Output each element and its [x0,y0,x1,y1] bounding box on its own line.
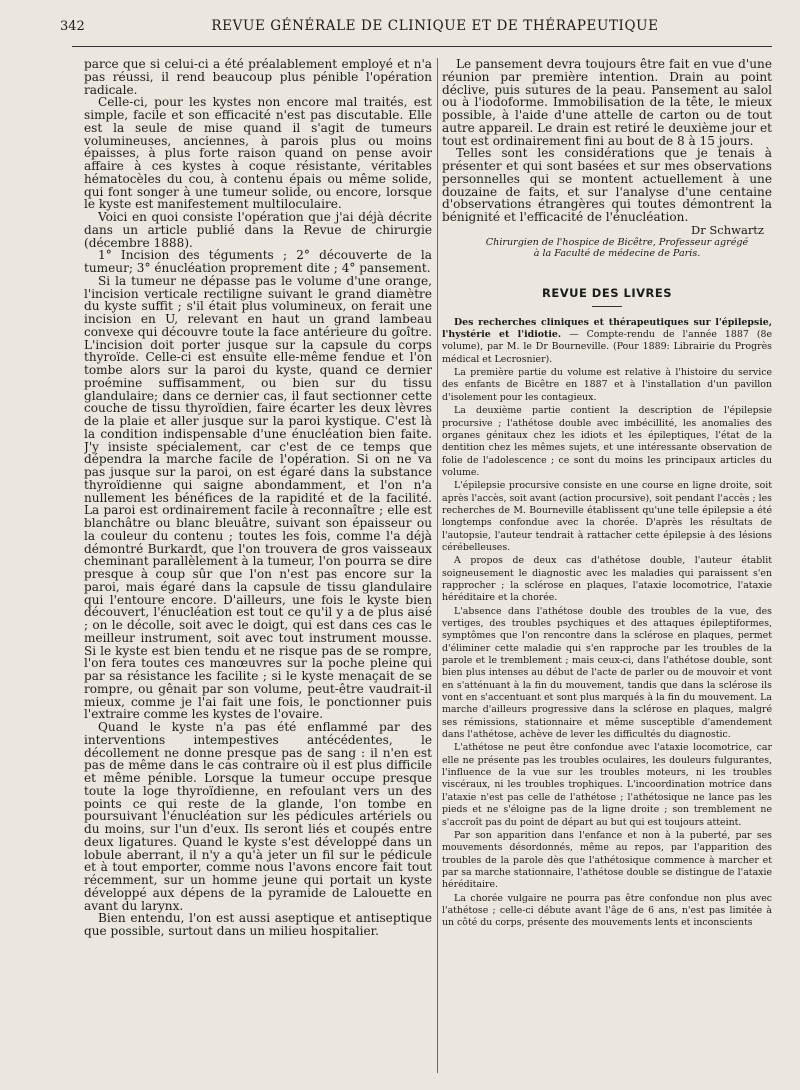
author-signature: Dr Schwartz [691,222,764,237]
section-rule [592,306,622,307]
review-paragraph: La chorée vulgaire ne pourra pas être confondue non plus avec l'athétose ; celle-ci débute avant l'âge de 6 ans, n'est pas limitée à un côté du corps, présente des mouvements lents et inconscients [442,892,772,929]
paragraph: 1° Incision des téguments ; 2° découverte de la tumeur; 3° énucléation proprement dite ; 4° pansement. [84,248,432,275]
review-paragraph: L'absence dans l'athétose double des troubles de la vue, des vertiges, des troubles psychiques et des attaques épileptiformes, symptômes que l'on rencontre dans la sclérose en plaques, permet d'éliminer cette maladie qui s'en rapproche par les troubles de la parole et le tremblement ; mais ceux-ci, dans l'athétose double, sont bien plus intenses au début de l'acte de parler ou de mouvoir et vont en s'atténuant à la fin du mouvement, tandis que dans la sclérose ils vont en s'accentuant et sont plus marqués à la fin du mouvement. La marche d'ailleurs progressive dans la sclérose en plaques, malgré ses rémissions, stationnaire et même susceptible d'amendement dans l'athétose, achève de lever les difficultés du diagnostic. [442,605,772,741]
review-title: Des recherches cliniques et thérapeutiques sur l'épilepsie, l'hystérie et l'idiotie. [442,316,772,341]
affiliation-line: Chirurgien de l'hospice de Bicêtre, Professeur agrégé [485,236,749,248]
paragraph: Voici en quoi consiste l'opération que j'ai déjà décrite dans un article publié dans la Revue de chirurgie (décembre 1888). [84,210,432,250]
paragraph: Bien entendu, l'on est aussi aseptique et antiseptique que possible, surtout dans un milieu hospitalier. [84,911,432,938]
paragraph: Si la tumeur ne dépasse pas le volume d'une orange, l'incision verticale rectiligne suivant le grand diamètre du kyste suffit ; s'il était plus volumineux, on ferait une incision en U, relevant en haut un grand lambeau convexe qui découvre toute la face antérieure du goître. L'incision doit porter jusque sur la capsule du corps thyroïde. Celle-ci est ensuite elle-même fendue et l'on tombe alors sur la paroi du kyste, quand ce dernier proémine suffisamment, ou bien sur du tissu glandulaire; dans ce dernier cas, il faut sectionner cette couche de tissu thyroïdien, faire écarter les deux lèvres de la plaie et aller jusque sur la paroi kystique. C'est là la condition indispensable d'une énucléation bien faite. J'y insiste spécialement, car c'est de ce temps que dépendra la marche facile de l'opération. Si on ne va pas jusque sur la paroi, on est égaré dans la substance thyroïdienne qui saigne abondamment, et l'on n'a nullement les bénéfices de la rapidité et de la facilité. La paroi est ordinairement facile à reconnaître ; elle est blanchâtre ou blanc bleuâtre, suivant son épaisseur ou la couleur du contenu ; toutes les fois, comme l'a déjà démontré Burkardt, que l'on trouvera de gros vaisseaux cheminant parallèlement à la tumeur, l'on pourra se dire presque à coup sûr que l'on n'est pas encore sur la paroi, mais égaré dans la capsule de tissu glandulaire qui l'entoure encore. D'ailleurs, une fois le kyste bien découvert, l'énucléation est tout ce qu'il y a de plus aisé ; on le décolle, soit avec le doigt, qui est dans ces cas le meilleur instrument, soit avec tout instrument mousse. Si le kyste est bien tendu et ne risque pas de se rompre, l'on fera toutes ces manœuvres sur la poche pleine qui par sa résistance les facilite ; si le kyste menaçait de se rompre, ou gênait par son volume, peut-être vaudrait-il mieux, comme je l'ai fait une fois, le ponctionner puis l'extraire comme les kystes de l'ovaire. [84,273,432,722]
review-paragraph: La deuxième partie contient la description de l'épilepsie procursive ; l'athétose double avec imbécillité, les anomalies des organes génitaux chez les idiots et les épileptiques, l'état de la dentition chez les mêmes sujets, et une intéressante observation de folie de l'adolescence ; ce sont du moins les principaux articles du volume. [442,405,772,478]
paragraph: Telles sont les considérations que je tenais à présenter et qui sont basées et sur mes observations personnelles qui se montent actuellement à une douzaine de faits, et sur l'analyse d'une centaine d'observations étrangères qui toutes démontrent la bénignité et l'efficacité de l'énucléation. [442,146,772,224]
review-paragraph: L'athétose ne peut être confondue avec l'ataxie locomotrice, car elle ne présente pas les troubles oculaires, les douleurs fulgurantes, l'influence de la vue sur les troubles moteurs, ni les troubles viscéraux, ni les troubles trophiques. L'incoordination motrice dans l'ataxie n'est pas celle de l'athétose ; l'athétosique ne lance pas les pieds et ne s'éloigne pas de la ligne droite ; son tremblement ne s'accroît pas du point de départ au but qui est toujours atteint. [442,742,772,828]
review-paragraph: Par son apparition dans l'enfance et non à la puberté, par ses mouvements désordonnés, même au repos, par l'apparition des troubles de la parole dès que l'athétosique commence à marcher et par sa marche stationnaire, l'athétose double se distingue de l'ataxie héréditaire. [442,829,772,891]
review-paragraph: La première partie du volume est relative à l'histoire du service des enfants de Bicêtre en 1887 et à l'installation d'un pavillon d'isolement pour les contagieux. [442,367,772,403]
review-heading [442,317,772,366]
paragraph: Celle-ci, pour les kystes non encore mal traités, est simple, facile et son efficacité n'est pas discutable. Elle est la seule de mise quand il s'agit de tumeurs volumineuses, anciennes, à parois plus ou moins épaisses, à plus forte raison quand on pense avoir affaire à ces kystes à coque résistante, véritables hématocèles du cou, à contenu épais ou même solide, qui font songer à une tumeur solide, ou encore, lorsque le kyste est manifestement multiloculaire. [84,95,432,212]
page-number: 342 [60,19,85,34]
section-title: REVUE DES LIVRES [542,285,672,300]
paragraph: Le pansement devra toujours être fait en vue d'une réunion par première intention. Drain au point déclive, puis sutures de la peau. Pansement au salol ou à l'iodoforme. Immobilisation de la tête, le mieux possible, à l'aide d'une attelle de carton ou de tout autre appareil. Le drain est retiré le deuxième jour et tout est ordinairement fini au bout de 8 à 15 jours. [442,58,772,148]
affiliation-line: à la Faculté de médecine de Paris. [533,248,701,260]
running-head [60,18,760,42]
journal-title: REVUE GÉNÉRALE DE CLINIQUE ET DE THÉRAPEUTIQUE [211,18,659,34]
review-paragraph: L'épilepsie procursive consiste en une course en ligne droite, soit après l'accès, soit avant (action procursive), soit pendant l'accès ; les recherches de M. Bourneville établissent qu'une telle épilepsie a été longtemps confondue avec la chorée. D'après les résultats de l'autopsie, l'auteur tendrait à rattacher cette épilepsie à des lésions cérébelleuses. [442,480,772,553]
review-paragraph: A propos de deux cas d'athétose double, l'auteur établit soigneusement le diagnostic avec les maladies qui paraissent s'en rapprocher ; la sclérose en plaques, l'ataxie locomotrice, l'ataxie héréditaire et la chorée. [442,555,772,604]
left-column [84,58,432,1088]
right-column [442,58,772,1088]
column-divider [437,58,438,1073]
author-affiliation [442,237,772,260]
paragraph: parce que si celui-ci a été préalablement employé et n'a pas réussi, il rend beaucoup plus pénible l'opération radicale. [84,58,432,97]
header-rule [72,46,772,47]
review-intro: — Compte-rendu de l'année 1887 (8e volume), par M. le Dr Bourneville. (Pour 1889: Librairie du Progrès médical et Lecrosnier). [442,329,772,365]
paragraph: Quand le kyste n'a pas été enflammé par des interventions intempestives antécédentes, le décollement ne donne presque pas de sang : il n'en est pas de même dans le cas contraire où il est plus difficile et même pénible. Lorsque la tumeur occupe presque toute la loge thyroïdienne, en refoulant vers un des points ce qui reste de la glande, l'on tombe en poursuivant l'énucléation sur les pédicules artériels ou du moins, sur l'un d'eux. Ils seront liés et coupés entre deux ligatures. Quand le kyste s'est développé dans un lobule aberrant, il n'y a qu'à jeter un fil sur le pédicule et à tout emporter, comme nous l'avons encore fait tout récemment, sur un homme jeune qui portait un kyste développé aux dépens de la pyramide de Lalouette en avant du larynx. [84,720,432,913]
